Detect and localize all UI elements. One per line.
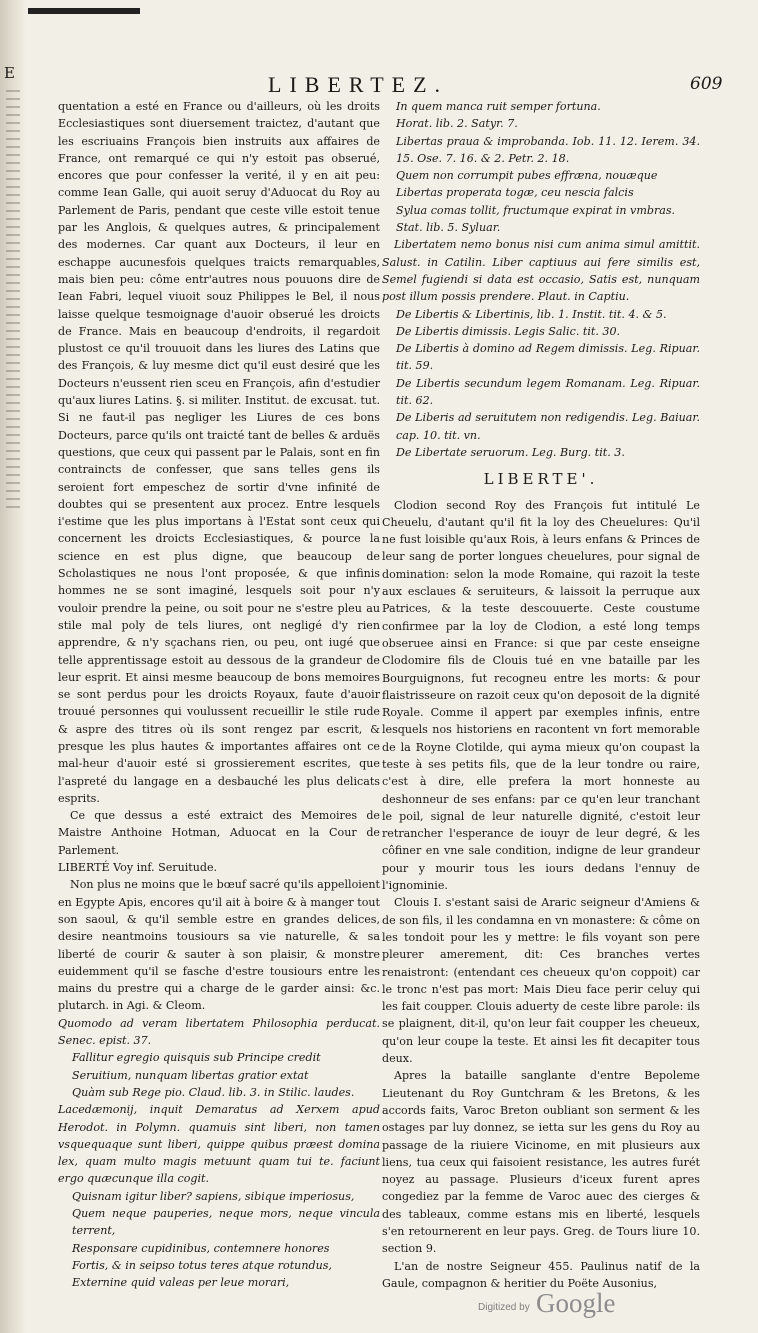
page-edge [0, 0, 26, 1333]
paragraph: Libertatem nemo bonus nisi cum anima simul amittit. Salust. in Catilin. Liber captiuus aui fere similis est, Semel fugiendi si data est occasio, Satis est, nunquam post illum possis prendere. Plaut. in Captiu. [382, 238, 700, 304]
paragraph: Libertas praua & improbanda. Iob. 11. 12. Ierem. 34. 15. Ose. 7. 16. & 2. Petr. 2. 18. [396, 134, 700, 165]
edge-letter: E [4, 64, 15, 82]
paragraph: Seruitium, nunquam libertas gratior extat [72, 1068, 309, 1082]
paragraph: Non plus ne moins que le bœuf sacré qu'ils appelloient en Egypte Apis, encores qu'il ait à boire & à manger tout son saoul, & qu'il semble estre en grandes delices, desire neantmoins tousiours sa vie naturelle, & sa liberté de courir & sauter à son plaisir, & monstre euidemment qu'il se fasche d'estre tousiours entre les mains du prestre qui a charge de le garder ainsi: &c. plutarch. in Agi. & Cleom. [58, 878, 380, 1013]
paragraph: Sylua comas tollit, fructumque expirat in vmbras. [396, 203, 676, 217]
watermark-prefix: Digitized by [478, 1302, 530, 1313]
running-title: LIBERTEZ. [268, 72, 449, 97]
paragraph: Apres la bataille sanglante d'entre Bepoleme Lieutenant du Roy Guntchram & les Bretons, & les accords faits, Varoc Breton oubliant son serment & les ostages par luy donnez, se ietta sur les gens du Roy au passage de la riuiere Vicinome, en mit plusieurs aux liens, tua ceux qui faisoient resistance, les autres furét noyez au passage. Plusieurs d'iceux furent apres congediez par la femme de Varoc auec des cierges & des tableaux, comme estans mis en liberté, lesquels s'en retournerent en leur pays. Greg. de Tours liure 10. section 9. [382, 1069, 700, 1256]
paragraph: Fortis, & in seipso totus teres atque rotundus, [72, 1258, 332, 1272]
digitized-by-watermark [478, 1290, 718, 1324]
paragraph: Fallitur egregio quisquis sub Principe credit [72, 1051, 321, 1065]
google-logo: Google [536, 1288, 616, 1318]
paragraph: In quem manca ruit semper fortuna. [396, 100, 601, 113]
paragraph: Libertas properata togæ, ceu nescia falcis [396, 186, 634, 200]
paragraph: LIBERTÉ Voy inf. Seruitude. [58, 861, 218, 875]
paragraph: De Libertate seruorum. Leg. Burg. tit. 3. [396, 445, 625, 459]
paragraph: Stat. lib. 5. Syluar. [396, 221, 501, 235]
paragraph: Ce que dessus a esté extraict des Memoires de Maistre Anthoine Hotman, Aduocat en la Cour de Parlement. [58, 809, 380, 857]
left-column [58, 98, 380, 1291]
paragraph: Responsare cupidinibus, contemnere honores [72, 1241, 330, 1255]
paragraph: Quem neque pauperies, neque mors, neque vincula terrent, [72, 1207, 380, 1238]
paragraph: L'an de nostre Seigneur 455. Paulinus natif de la Gaule, compagnon & heritier du Poëte Ausonius, [382, 1259, 700, 1290]
paragraph: Quomodo ad veram libertatem Philosophia perducat. Senec. epist. 37. [58, 1016, 380, 1048]
running-header [0, 72, 758, 98]
paragraph: De Libertis secundum legem Romanam. Leg. Ripuar. tit. 62. [396, 376, 700, 408]
section-title: LIBERTE'. [483, 470, 599, 489]
paragraph: quentation a esté en France ou d'ailleurs, où les droits Ecclesiastiques sont diuersement traictez, d'autant que les escriuains François bien instruits aux affaires de France, ont remarqué ce qui n'y estoit pas obserué, encores que pour confesser la verité, il y en ait peu: comme Iean Galle, qui auoit seruy d'Aduocat du Roy au Parlement de Paris, pendant que ceste ville estoit tenue par les Anglois, & quelques autres, & principalement des modernes. Car quant aux Docteurs, il leur en eschappe aucunesfois quelques traicts remarquables, mais bien peu: côme entr'autres nous pouuons dire de Iean Fabri, lequel viuoit souz Philippes le Bel, il nous laisse quelque tesmoignage d'auoir obserué les droicts de France. Mais en beaucoup d'endroits, il regardoit plustost ce qu'il trouuoit dans les liures des Latins que des François, & luy mesme dict qu'il eust desiré que les Docteurs n'eussent rien sceu en François, afin d'estudier qu'aux liures Latins. §. si militer. Institut. de excusat. tut. Si ne faut-il pas negliger les Liures de ces bons Docteurs, parce qu'ils ont traicté tant de belles & arduës questions, que ceux qui passent par le Palais, sont en fin contraincts de confesser, que sans telles gens ils seroient fort empeschez de sortir d'vne infinité de doubtes qui se presentent aux procez. Entre lesquels i'estime que les plus importans à l'Estat sont ceux qui concernent les droicts Ecclesiastiques, & pource la science en est plus digne, que beaucoup de Scholastiques ne nous l'ont proposée, & que infinis hommes ne se sont imaginé, lesquels soit pour n'y vouloir prendre la peine, ou soit pour ne s'estre pleu au stile mal poly de tels liures, ont negligé d'y rien apprendre, & n'y sçachans rien, ou peu, ont iugé que telle apprentissage estoit au dessous de la grandeur de leur esprit. Et ainsi mesme beaucoup de bons memoires se sont perdus pour les droicts Royaux, faute d'auoir trouué personnes qui voulussent recueillir le stile rude & aspre des titres où ils sont rengez par escrit, & presque les plus hautes & importantes affaires ont ce mal-heur d'auoir esté si grossierement escrites, que l'aspreté du langage en a desbauché les plus delicats esprits. [58, 100, 380, 805]
top-ink-bar [28, 8, 140, 14]
paragraph: Clouis I. s'estant saisi de Araric seigneur d'Amiens & de son fils, il les condamna en vn monastere: & côme on les tondoit pour les y mettre: le fils voyant son pere pleurer amerement, dit: Ces branches vertes renaistront: (entendant ces cheueux qu'on coppoit) car le tronc n'est pas mort: Mais Dieu face perir celuy qui les fait coupper. Clouis aduerty de ceste libre parole: ils se plaignent, dit-il, qu'on leur fait coupper les cheueux, qu'on leur coupe la teste. Et ainsi les fit decapiter tous deux. [382, 896, 700, 1066]
right-column [382, 98, 700, 1292]
paragraph: De Libertis à domino ad Regem dimissis. Leg. Ripuar. tit. 59. [396, 342, 700, 373]
edge-text-bleed [6, 90, 20, 510]
paragraph: Quàm sub Rege pio. Claud. lib. 3. in Stilic. laudes. [72, 1085, 355, 1099]
paragraph: Clodion second Roy des François fut intitulé Le Cheuelu, d'autant qu'il fit la loy des Cheuelures: Qu'il ne fust loisible qu'aux Rois, à leurs enfans & Princes de leur sang de porter longues cheuelures, pour signal de domination: selon la mode Romaine, qui razoit la teste aux esclaues & seruiteurs, & laissoit la perruque aux Patrices, & la teste descouuerte. Ceste coustume confirmee par la loy de Clodion, a esté long temps obseruee ainsi en France: si que par ceste enseigne Clodomire fils de Clouis tué en vne bataille par les Bourguignons, fut recogneu entre les morts: & pour flaistrisseure on razoit ceux qu'on deposoit de la dignité Royale. Comme il appert par exemples infinis, entre lesquels nos historiens en racontent vn fort memorable de la Royne Clotilde, qui ayma mieux qu'on coupast la teste à ses petits fils, que de la leur tondre ou raire, c'est à dire, elle prefera la mort honneste au deshonneur de ses enfans: par ce qu'en leur tranchant le poil, signal de leur naturelle dignité, c'estoit leur retrancher l'esperance de iouyr de leur degré, & les côfiner en vne sale condition, indigne de leur grandeur pour y mourir tous les iours dedans l'ennuy de l'ignominie. [382, 498, 700, 893]
paragraph: De Libertis & Libertinis, lib. 1. Instit. tit. 4. & 5. [396, 307, 667, 321]
paragraph: Quem non corrumpit pubes effræna, nouæque [396, 169, 658, 183]
paragraph: De Liberis ad seruitutem non redigendis. Leg. Baiuar. cap. 10. tit. vn. [396, 411, 700, 442]
paragraph: Externine quid valeas per leue morari, [72, 1276, 290, 1290]
paragraph: Horat. lib. 2. Satyr. 7. [396, 117, 518, 131]
paragraph: Quisnam igitur liber? sapiens, sibique imperiosus, [72, 1189, 355, 1203]
paragraph: Lacedæmonij, inquit Demaratus ad Xerxem apud Herodot. in Polymn. quamuis sint liberi, non tamen vsquequaque sunt liberi, quippe quibus præest domina lex, quam multo magis metuunt quam tui te. faciunt ergo quæcunque illa cogit. [58, 1103, 380, 1186]
page-number: 609 [690, 74, 723, 94]
paragraph: De Libertis dimissis. Legis Salic. tit. 30. [396, 324, 621, 338]
